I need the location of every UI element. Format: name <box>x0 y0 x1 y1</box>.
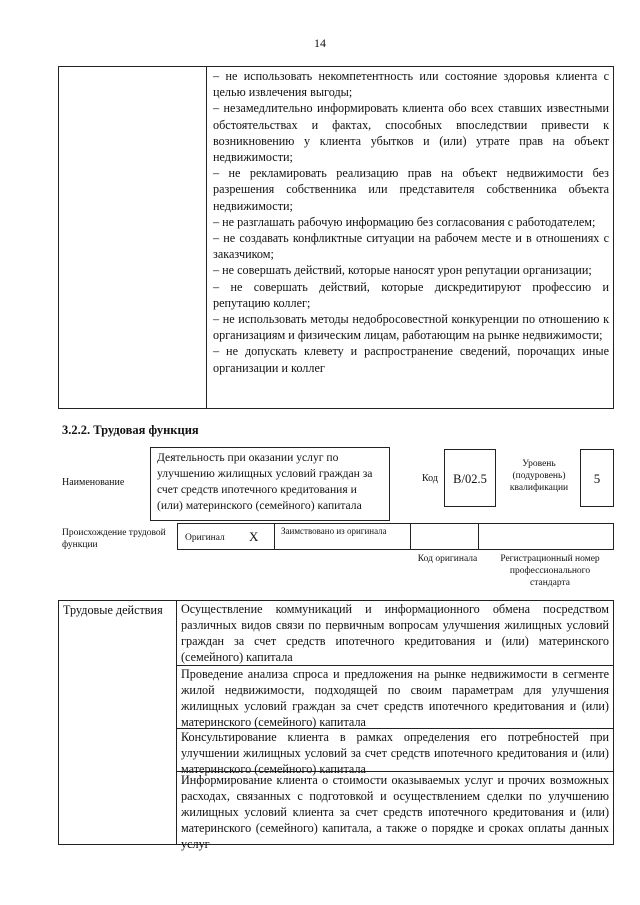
page-number: 14 <box>314 36 326 50</box>
original-mark: X <box>249 529 259 544</box>
code-label: Код <box>422 473 438 484</box>
list-item: – не рекламировать реализацию прав на объект недвижимости без разрешения собственника или представителя собственника объекта недвижимости; <box>213 166 609 213</box>
list-item: – не допускать клевету и распространение сведений, порочащих иные организации и коллег <box>213 344 609 375</box>
table-divider <box>478 524 479 549</box>
table-row: Проведение анализа спроса и предложения на рынке недвижимости в сегменте жилой недвижимости, подходящей по своим параметрам для улучшения жилищных условий граждан за счет средств ипотечного кредитования и (или) материнского (семейного) капитала <box>176 665 613 728</box>
level-value-box: 5 <box>580 449 614 507</box>
level-label: Уровень (подуровень) квалификации <box>509 459 569 493</box>
list-item: – не создавать конфликтные ситуации на рабочем месте и в отношениях с заказчиком; <box>213 231 609 262</box>
list-item: – не совершать действий, которые наносят урон репутации организации; <box>213 263 592 278</box>
original-label: Оригинал <box>185 533 225 543</box>
table-row: Консультирование клиента в рамках определения его потребностей при улучшении жилищных условий за счет средств ипотечного кредитования и (или) материнского (семейного) капитала <box>176 728 613 771</box>
borrowed-label: Заимствовано из оригинала <box>281 526 387 536</box>
list-item: – не разглашать рабочую информацию без согласования с работодателем; <box>213 214 596 229</box>
section-heading: 3.2.2. Трудовая функция <box>62 423 199 437</box>
reg-number-caption: Регистрационный номер профессионального стандарта <box>500 554 600 588</box>
list-item: – не использовать методы недобросовестной конкуренции по отношению к организациям и физическим лицам, работающим на рынке недвижимости; <box>213 312 609 343</box>
origin-table <box>177 523 614 550</box>
list-item: – не использовать некомпетентность или состояние здоровья клиента с целью извлечения выгоды; <box>213 69 609 100</box>
labor-actions-label: Трудовые действия <box>63 603 163 617</box>
origin-label: Происхождение трудовой функции <box>62 528 166 550</box>
continued-table <box>58 66 614 409</box>
table-row: Осуществление коммуникаций и информационного обмена посредством различных видов связи по первичным вопросам улучшения жилищных условий граждан за счет средств ипотечного кредитования и (или) материнского (семейного) капитала <box>181 602 609 664</box>
code-value-box: B/02.5 <box>444 449 496 507</box>
labor-actions-table <box>58 600 614 851</box>
table-row: Информирование клиента о стоимости оказываемых услуг и прочих возможных расходах, связанных с подготовкой и осуществлением сделки по улучшению жилищных условий клиента за счет средств ипотечного кредитования и (или) материнского (семейного) капитала, а также о порядке и сроках оплаты данных услуг <box>176 771 613 844</box>
table-divider <box>206 67 207 408</box>
function-name-box: Деятельность при оказании услуг по улучшению жилищных условий граждан за счет средств ипотечного кредитования и (или) материнского (семейного) капитала <box>150 447 390 521</box>
table-divider <box>274 524 275 549</box>
list-item: – не совершать действий, которые дискредитируют профессию и репутацию коллег; <box>213 279 609 310</box>
list-item: – незамедлительно информировать клиента обо всех ставших известными обстоятельствах и фактах, способных впоследствии привести к возникновению у клиента убытков и (или) утрате прав на объект недвижимости; <box>213 101 609 165</box>
name-label: Наименование <box>62 477 125 488</box>
origin-code-caption: Код оригинала <box>417 554 478 564</box>
restrictions-list <box>213 68 609 376</box>
table-divider <box>410 524 411 549</box>
